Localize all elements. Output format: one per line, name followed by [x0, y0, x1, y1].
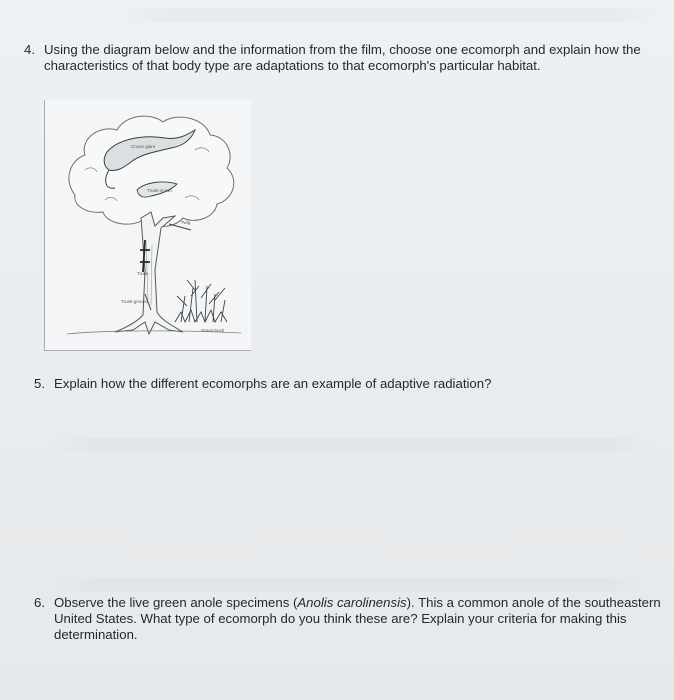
question-5: [34, 376, 654, 394]
question-number: 4.: [24, 42, 35, 57]
question-text-part: Observe the live green anole specimens (: [54, 595, 298, 610]
bleed-through-text: [120, 8, 660, 22]
tree-illustration: [45, 100, 251, 350]
bleed-through-text: [50, 438, 650, 452]
label-grass-bush: Grass-bush: [201, 328, 225, 333]
question-text-line: characteristics of that body type are adaptations to that ecomorph's particular habitat.: [44, 58, 541, 73]
bleed-through-text: [50, 578, 650, 591]
question-text-line: Explain how the different ecomorphs are an example of adaptive radiation?: [54, 376, 492, 391]
species-name: Anolis carolinensis: [297, 595, 407, 610]
label-trunk-ground: Trunk-ground: [121, 299, 148, 304]
label-twig: Twig: [181, 220, 191, 225]
question-text-line: determination.: [54, 627, 138, 642]
question-6: [34, 595, 661, 645]
label-trunk: Trunk: [137, 271, 149, 276]
label-trunk-crown: Trunk-crown: [147, 188, 172, 193]
question-4: [24, 42, 654, 76]
question-number: 6.: [34, 595, 45, 610]
ecomorph-tree-diagram: [44, 100, 251, 351]
question-number: 5.: [34, 376, 45, 391]
question-text-part: ). This a common anole of the southeastern: [406, 595, 661, 610]
question-text-line: [54, 595, 661, 611]
question-text-line: Using the diagram below and the information from the film, choose one ecomorph and explain how the: [44, 42, 641, 57]
label-crown-giant: Crown giant: [131, 144, 156, 149]
question-text-line: United States. What type of ecomorph do you think these are? Explain your criteria for making this: [54, 611, 627, 626]
